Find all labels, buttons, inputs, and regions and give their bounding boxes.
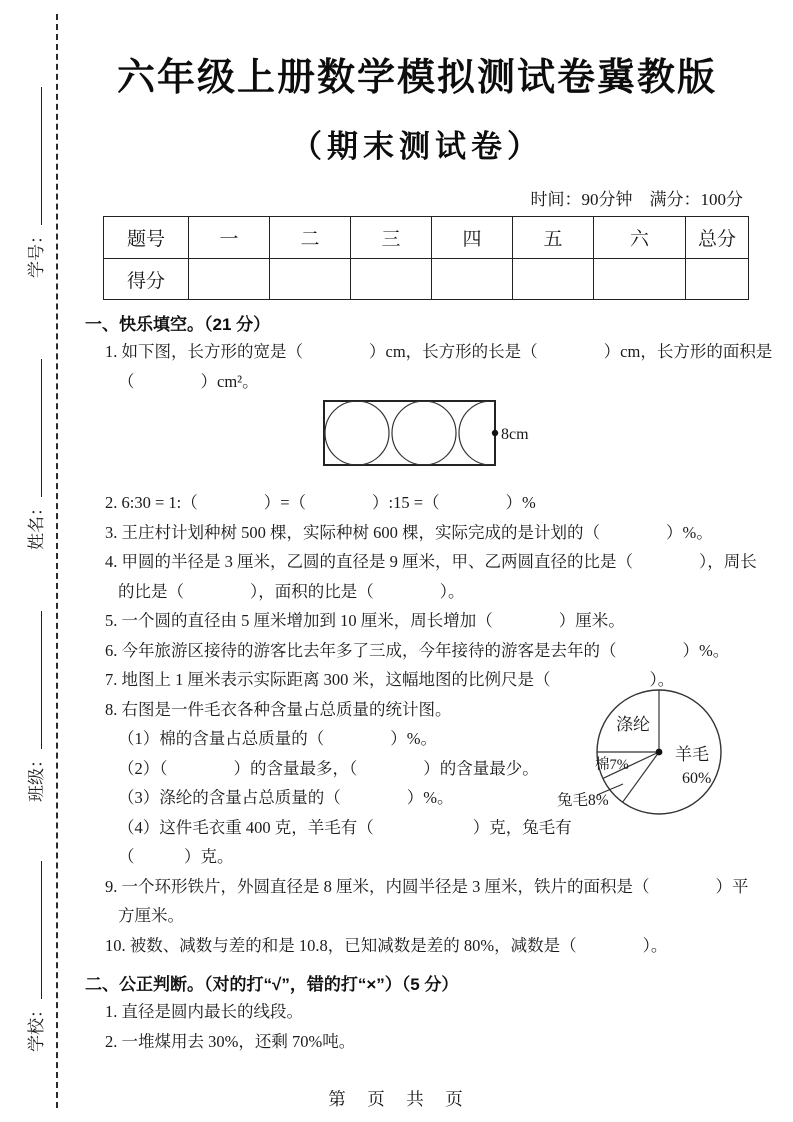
score-table-cell-1: 一	[189, 217, 270, 259]
time-score-meta: 时间：90分钟 满分：100分	[530, 190, 743, 209]
school-blank-line	[36, 861, 42, 999]
student-id-field	[22, 68, 46, 278]
score-table-cell-4: 四	[432, 217, 513, 259]
page-title: 六年级上册数学模拟测试卷冀教版	[116, 57, 717, 99]
student-name-blank-line	[36, 359, 42, 497]
question-8-sub-4-line-1: （4）这件毛衣重 400 克，羊毛有（ ）克，兔毛有	[118, 817, 572, 837]
student-name-label: 姓名：	[27, 499, 46, 550]
score-table-cell-5: 五	[513, 217, 594, 259]
student-id-blank-line	[36, 87, 42, 225]
student-id-label: 学号：	[27, 227, 46, 278]
figure-8cm-dot	[492, 430, 498, 436]
score-table-score-row	[104, 259, 749, 300]
judge-question-2: 2. 一堆煤用去 30%，还剩 70%吨。	[105, 1031, 356, 1051]
question-2: 2. 6:30 = 1:（ ）=（ ）:15 =（ ）%	[105, 493, 536, 512]
score-cell	[432, 259, 513, 300]
figure-rectangle	[324, 401, 495, 465]
score-table-cell-6: 六	[594, 217, 686, 259]
class-label: 班级：	[27, 751, 46, 802]
binding-dashed-line	[56, 14, 58, 1108]
score-cell	[686, 259, 749, 300]
question-8-sub-3: （3）涤纶的含量占总质量的（ ）%。	[118, 788, 454, 807]
question-8-intro: 8. 右图是一件毛衣各种含量占总质量的统计图。	[105, 699, 452, 719]
student-name-field	[22, 340, 46, 550]
judge-question-1: 1. 直径是圆内最长的线段。	[105, 1002, 303, 1021]
question-4-line-1: 4. 甲圆的半径是 3 厘米，乙圆的直径是 9 厘米，甲、乙两圆直径的比是（ ），周长	[105, 552, 757, 571]
question-8-sub-2: （2）（ ）的含量最多，（ ）的含量最少。	[118, 758, 539, 778]
pie-label-polyester: 涤纶	[616, 715, 650, 734]
question-9-line-1: 9. 一个环形铁片，外圆直径是 8 厘米，内圆半径是 3 厘米，铁片的面积是（ ）平	[105, 876, 749, 896]
sweater-composition-pie-chart	[553, 684, 745, 826]
score-table-cell-2: 二	[270, 217, 351, 259]
score-table	[103, 216, 749, 300]
school-label: 学校：	[27, 1001, 46, 1052]
question-4-line-2: 的比是（ ），面积的比是（ ）。	[118, 581, 465, 601]
pie-center-dot	[656, 749, 663, 756]
question-1-line-1: 1. 如下图，长方形的宽是（ ）cm，长方形的长是（ ）cm，长方形的面积是	[105, 342, 773, 361]
section-1-heading: 一、快乐填空。（21 分）	[85, 315, 271, 334]
question-5: 5. 一个圆的直径由 5 厘米增加到 10 厘米，周长增加（ ）厘米。	[105, 611, 625, 630]
class-blank-line	[36, 611, 42, 749]
score-cell	[594, 259, 686, 300]
section-2-heading: 二、公正判断。（对的打“√”，错的打“×”）（5 分）	[85, 975, 459, 994]
pie-label-rabbit-hair: 兔毛8%	[557, 792, 609, 809]
score-table-cell-total: 总分	[686, 217, 749, 259]
question-6: 6. 今年旅游区接待的游客比去年多了三成，今年接待的游客是去年的（ ）%。	[105, 640, 730, 660]
page-subtitle: （期末测试卷）	[291, 129, 543, 164]
score-cell	[351, 259, 432, 300]
page-footer: 第 页 共 页	[328, 1089, 465, 1109]
score-cell	[270, 259, 351, 300]
question-8-sub-1: （1）棉的含量占总质量的（ ）%。	[118, 729, 437, 748]
question-8-sub-4-line-2: （ ）克。	[118, 847, 234, 866]
score-table-cell-tihao: 题号	[104, 217, 189, 259]
rectangle-circles-figure	[322, 399, 540, 469]
exam-page-content	[85, 0, 773, 1056]
figure-8cm-label: 8cm	[501, 426, 529, 443]
score-row-label: 得分	[104, 259, 189, 300]
class-field	[22, 592, 46, 802]
score-cell	[513, 259, 594, 300]
score-table-header-row	[104, 217, 749, 259]
question-10: 10. 被数、减数与差的和是 10.8，已知减数是差的 80%，减数是（ ）。	[105, 935, 668, 955]
score-cell	[189, 259, 270, 300]
pie-label-cotton: 棉7%	[595, 757, 629, 773]
score-table-cell-3: 三	[351, 217, 432, 259]
question-9-line-2: 方厘米。	[118, 906, 184, 925]
question-7: 7. 地图上 1 厘米表示实际距离 300 米，这幅地图的比例尺是（ ）。	[105, 670, 675, 689]
question-1-line-2: （ ）cm²。	[118, 371, 259, 391]
pie-label-wool-pct: 60%	[682, 770, 712, 787]
school-field	[22, 842, 46, 1052]
pie-label-wool: 羊毛	[675, 745, 709, 764]
question-3: 3. 王庄村计划种树 500 棵，实际种树 600 棵，实际完成的是计划的（ ）%。	[105, 522, 713, 542]
